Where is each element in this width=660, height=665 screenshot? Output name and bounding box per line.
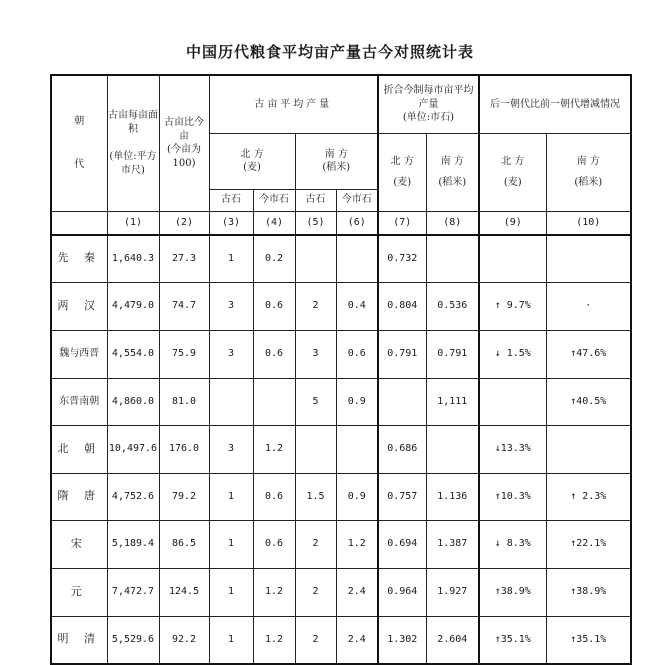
row-dynasty: 宋 xyxy=(51,520,107,568)
colnum-8: (8) xyxy=(426,211,479,235)
cell-col1: 10,497.6 xyxy=(107,425,159,473)
row-dynasty: 先 秦 xyxy=(51,235,107,282)
colnum-9: (9) xyxy=(479,211,546,235)
cell-col9 xyxy=(479,378,546,425)
col4-header: 今市石 xyxy=(253,189,295,211)
cell-col9 xyxy=(479,235,546,282)
cell-col6: 2.4 xyxy=(336,616,378,664)
colnum-7: (7) xyxy=(378,211,426,235)
table-title: 中国历代粮食平均亩产量古今对照统计表 xyxy=(185,43,474,61)
cell-col10: ↑47.6% xyxy=(546,330,631,378)
cell-col4: 0.2 xyxy=(253,235,295,282)
table-row xyxy=(51,330,631,378)
cell-col4: 1.2 xyxy=(253,616,295,664)
cell-col10: ↑35.1% xyxy=(546,616,631,664)
cell-col3 xyxy=(209,378,253,425)
cell-col2: 27.3 xyxy=(159,235,209,282)
cell-col4: 0.6 xyxy=(253,282,295,330)
yield-table xyxy=(50,74,632,665)
col10-header xyxy=(546,133,631,211)
col1-header-bottom: (单位:平方市尺) xyxy=(109,151,157,176)
change-header xyxy=(479,75,631,133)
cell-col1: 5,189.4 xyxy=(107,520,159,568)
cell-col1: 4,554.0 xyxy=(107,330,159,378)
colnum-4: (4) xyxy=(253,211,295,235)
row-dynasty: 北 朝 xyxy=(51,425,107,473)
dynasty-header-top: 朝 xyxy=(74,115,85,127)
col2-header-top: 古亩比今亩 xyxy=(164,117,204,142)
cell-col3: 1 xyxy=(209,473,253,520)
cell-col7: 0.757 xyxy=(378,473,426,520)
cell-col10 xyxy=(546,235,631,282)
cell-col9: ↑ 9.7% xyxy=(479,282,546,330)
col2-header-bottom: (今亩为100) xyxy=(167,144,201,169)
cell-col6: 0.9 xyxy=(336,378,378,425)
cell-col6 xyxy=(336,425,378,473)
cell-col9: ↑35.1% xyxy=(479,616,546,664)
cell-col5: 5 xyxy=(295,378,336,425)
table-row xyxy=(51,616,631,664)
cell-col10: ↑40.5% xyxy=(546,378,631,425)
col8-header-top: 南 方 xyxy=(440,155,464,167)
table-row xyxy=(51,473,631,520)
dynasty-header-bottom: 代 xyxy=(74,159,85,171)
cell-col8 xyxy=(426,425,479,473)
cell-col7: 0.694 xyxy=(378,520,426,568)
table-row xyxy=(51,378,631,425)
avg-yield-label: 古亩平均产量 xyxy=(254,98,333,110)
colnum-5: (5) xyxy=(295,211,336,235)
cell-col10: ↑ 2.3% xyxy=(546,473,631,520)
converted-label: 折合今制每市亩平均产量 xyxy=(383,85,474,110)
cell-col3: 1 xyxy=(209,520,253,568)
cell-col10: ↑22.1% xyxy=(546,520,631,568)
col1-header-top: 古亩每亩面积 xyxy=(108,110,158,135)
table-row xyxy=(51,425,631,473)
cell-col8: 2.604 xyxy=(426,616,479,664)
dynasty-header xyxy=(51,75,107,211)
cell-col9: ↑10.3% xyxy=(479,473,546,520)
cell-col5: 2 xyxy=(295,520,336,568)
cell-col5: 2 xyxy=(295,282,336,330)
table-row xyxy=(51,282,631,330)
cell-col7: 0.732 xyxy=(378,235,426,282)
colnum-1: (1) xyxy=(107,211,159,235)
cell-col6 xyxy=(336,235,378,282)
cell-col5: 1.5 xyxy=(295,473,336,520)
cell-col3: 3 xyxy=(209,330,253,378)
cell-col7: 0.686 xyxy=(378,425,426,473)
cell-col1: 1,640.3 xyxy=(107,235,159,282)
cell-col8 xyxy=(426,235,479,282)
cell-col6: 0.9 xyxy=(336,473,378,520)
cell-col6: 0.4 xyxy=(336,282,378,330)
col5-header: 古石 xyxy=(295,189,336,211)
col6-header: 今市石 xyxy=(336,189,378,211)
cell-col2: 74.7 xyxy=(159,282,209,330)
cell-col5: 3 xyxy=(295,330,336,378)
cell-col3: 1 xyxy=(209,616,253,664)
cell-col4: 1.2 xyxy=(253,568,295,616)
converted-header xyxy=(378,75,479,133)
row-dynasty: 隋 唐 xyxy=(51,473,107,520)
cell-col5: 2 xyxy=(295,616,336,664)
cell-col1: 5,529.6 xyxy=(107,616,159,664)
cell-col4: 1.2 xyxy=(253,425,295,473)
cell-col2: 81.0 xyxy=(159,378,209,425)
north-group-label: 北 方 xyxy=(240,148,264,160)
cell-col8: 0.536 xyxy=(426,282,479,330)
col1-header xyxy=(107,75,159,211)
table-row xyxy=(51,568,631,616)
cell-col6: 1.2 xyxy=(336,520,378,568)
cell-col4 xyxy=(253,378,295,425)
cell-col1: 4,860.0 xyxy=(107,378,159,425)
cell-col3: 3 xyxy=(209,282,253,330)
colnum-6: (6) xyxy=(336,211,378,235)
cell-col2: 75.9 xyxy=(159,330,209,378)
cell-col3: 1 xyxy=(209,235,253,282)
cell-col3: 1 xyxy=(209,568,253,616)
north-group-grain: (麦) xyxy=(243,162,261,173)
row-dynasty: 元 xyxy=(51,568,107,616)
col9-header xyxy=(479,133,546,211)
colnum-blank xyxy=(51,211,107,235)
cell-col8: 0.791 xyxy=(426,330,479,378)
change-label: 后一朝代比前一朝代增减情况 xyxy=(490,98,620,110)
cell-col2: 79.2 xyxy=(159,473,209,520)
cell-col6: 0.6 xyxy=(336,330,378,378)
cell-col4: 0.6 xyxy=(253,330,295,378)
colnum-3: (3) xyxy=(209,211,253,235)
col7-header-bottom: (麦) xyxy=(393,177,412,188)
row-dynasty: 东晋南朝 xyxy=(51,378,107,425)
colnum-2: (2) xyxy=(159,211,209,235)
col3-header: 古石 xyxy=(209,189,253,211)
cell-col1: 7,472.7 xyxy=(107,568,159,616)
cell-col7: 1.302 xyxy=(378,616,426,664)
cell-col6: 2.4 xyxy=(336,568,378,616)
south-group-header xyxy=(295,133,378,189)
cell-col5: 2 xyxy=(295,568,336,616)
cell-col8: 1.927 xyxy=(426,568,479,616)
cell-col7 xyxy=(378,378,426,425)
cell-col5 xyxy=(295,425,336,473)
cell-col10 xyxy=(546,425,631,473)
cell-col5 xyxy=(295,235,336,282)
col9-header-top: 北 方 xyxy=(501,155,525,167)
cell-col2: 176.0 xyxy=(159,425,209,473)
converted-unit: (单位:市石) xyxy=(402,112,455,123)
south-group-grain: (稻米) xyxy=(322,162,351,173)
col7-header xyxy=(378,133,426,211)
north-group-header xyxy=(209,133,295,189)
colnum-10: (10) xyxy=(546,211,631,235)
cell-col10: ↑38.9% xyxy=(546,568,631,616)
cell-col4: 0.6 xyxy=(253,520,295,568)
cell-col2: 86.5 xyxy=(159,520,209,568)
col10-header-top: 南 方 xyxy=(576,155,600,167)
south-group-label: 南 方 xyxy=(324,148,348,160)
row-dynasty: 两 汉 xyxy=(51,282,107,330)
cell-col7: 0.804 xyxy=(378,282,426,330)
cell-col9: ↑38.9% xyxy=(479,568,546,616)
cell-col1: 4,479.0 xyxy=(107,282,159,330)
avg-yield-header xyxy=(209,75,378,133)
col9-header-bottom: (麦) xyxy=(503,177,522,188)
cell-col8: 1,111 xyxy=(426,378,479,425)
row-dynasty: 魏与西晋 xyxy=(51,330,107,378)
cell-col8: 1.387 xyxy=(426,520,479,568)
cell-col10: · xyxy=(546,282,631,330)
cell-col2: 92.2 xyxy=(159,616,209,664)
col7-header-top: 北 方 xyxy=(390,155,414,167)
cell-col9: ↓13.3% xyxy=(479,425,546,473)
col2-header xyxy=(159,75,209,211)
cell-col7: 0.791 xyxy=(378,330,426,378)
cell-col4: 0.6 xyxy=(253,473,295,520)
cell-col3: 3 xyxy=(209,425,253,473)
col8-header-bottom: (稻米) xyxy=(438,177,467,188)
table-row xyxy=(51,520,631,568)
cell-col2: 124.5 xyxy=(159,568,209,616)
cell-col7: 0.964 xyxy=(378,568,426,616)
cell-col9: ↓ 1.5% xyxy=(479,330,546,378)
col8-header xyxy=(426,133,479,211)
cell-col1: 4,752.6 xyxy=(107,473,159,520)
table-row xyxy=(51,235,631,282)
cell-col8: 1.136 xyxy=(426,473,479,520)
cell-col9: ↓ 8.3% xyxy=(479,520,546,568)
col10-header-bottom: (稻米) xyxy=(574,177,603,188)
row-dynasty: 明 清 xyxy=(51,616,107,664)
